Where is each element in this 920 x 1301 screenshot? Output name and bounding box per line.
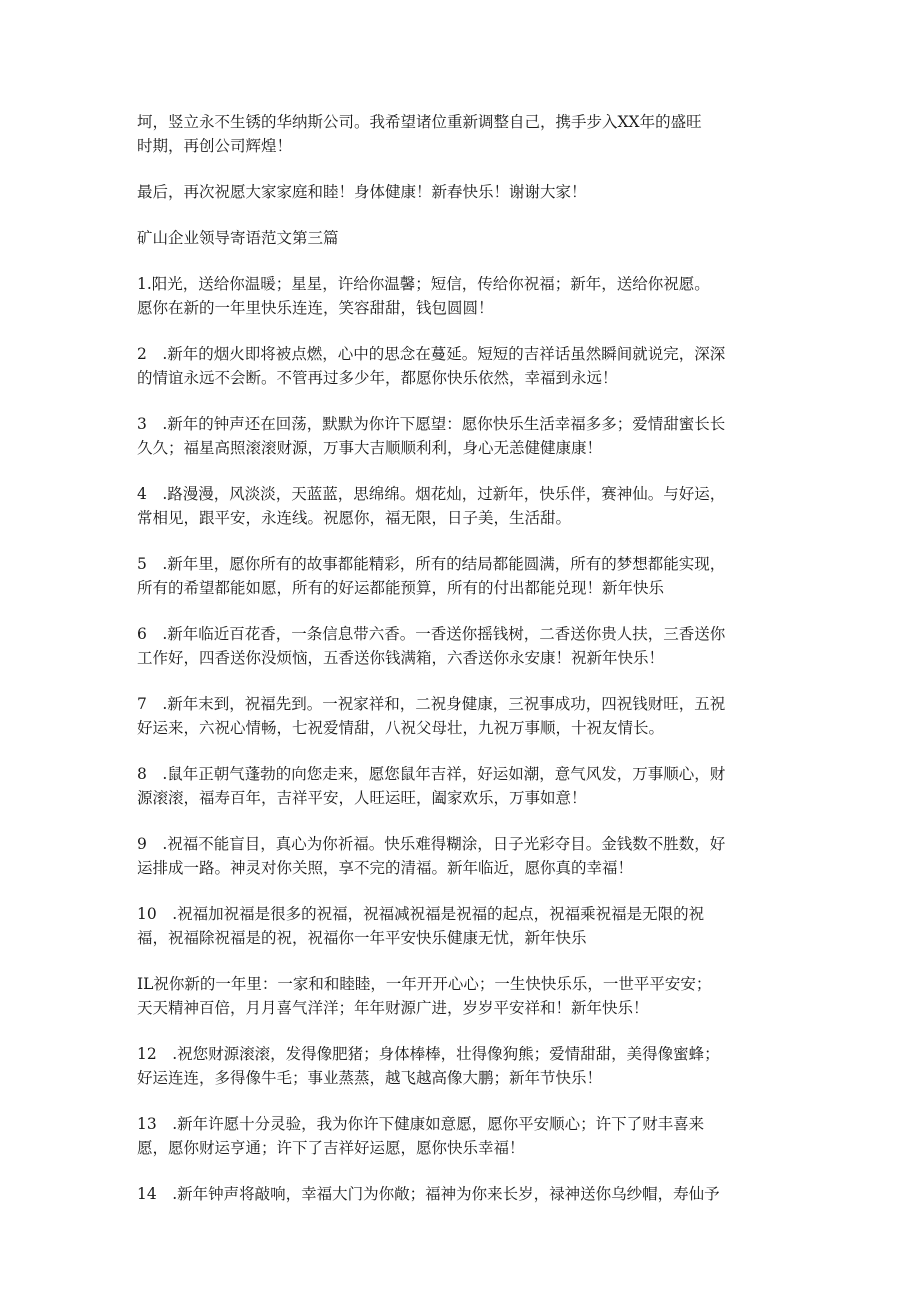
text-line: 源滚滚，福寿百年，吉祥平安，人旺运旺，阖家欢乐，万事如意！ xyxy=(137,789,587,807)
text-line: 4 .路漫漫，风淡淡，天蓝蓝，思绵绵。烟花灿，过新年，快乐伴，赛神仙。与好运， xyxy=(137,485,726,503)
text-line: IL祝你新的一年里：一家和和睦睦，一年开开心心；一生快快乐乐，一世平平安安； xyxy=(137,975,712,993)
heading-text: 矿山企业领导寄语范文第三篇 xyxy=(137,229,339,247)
list-item-11 xyxy=(137,972,787,1020)
text-line: 6 .新年临近百花香，一条信息带六香。一香送你摇钱树，二香送你贵人扶，三香送你 xyxy=(137,625,726,643)
list-item-12 xyxy=(137,1042,787,1090)
list-item-9 xyxy=(137,832,787,880)
text-line: 13 .新年许愿十分灵验，我为你许下健康如意愿，愿你平安顺心；许下了财丰喜来 xyxy=(137,1115,705,1133)
text-line: 时期，再创公司辉煌！ xyxy=(137,137,293,155)
text-line: 5 .新年里，愿你所有的故事都能精彩，所有的结局都能圆满，所有的梦想都能实现， xyxy=(137,555,726,573)
list-item-2 xyxy=(137,342,787,390)
list-item-7 xyxy=(137,692,787,740)
text-line: 的情谊永远不会断。不管再过多少年，都愿你快乐依然，幸福到永远！ xyxy=(137,369,618,387)
text-line: 好运连连，多得像牛毛；事业蒸蒸，越飞越高像大鹏；新年节快乐！ xyxy=(137,1069,603,1087)
text-line: 1.阳光，送给你温暖；星星，许给你温馨；短信，传给你祝福；新年，送给你祝愿。 xyxy=(137,275,710,293)
text-line: 所有的希望都能如愿，所有的好运都能预算，所有的付出都能兑现！新年快乐 xyxy=(137,579,665,597)
text-line: 常相见，跟平安，永连线。祝愿你，福无限，日子美，生活甜。 xyxy=(137,509,572,527)
text-line: 最后，再次祝愿大家家庭和睦！身体健康！新春快乐！谢谢大家！ xyxy=(137,183,587,201)
text-line: 坷，竖立永不生锈的华纳斯公司。我希望诸位重新调整自己，携手步入XX年的盛旺 xyxy=(137,113,702,131)
list-item-4 xyxy=(137,482,787,530)
text-line: 12 .祝您财源滚滚，发得像肥猪；身体棒棒，壮得像狗熊；爱情甜甜，美得像蜜蜂； xyxy=(137,1045,720,1063)
text-line: 愿你在新的一年里快乐连连，笑容甜甜，钱包圆圆！ xyxy=(137,299,494,317)
text-line: 愿，愿你财运亨通；许下了吉祥好运愿，愿你快乐幸福！ xyxy=(137,1139,525,1157)
list-item-5 xyxy=(137,552,787,600)
list-item-1 xyxy=(137,272,787,320)
text-line: 天天精神百倍，月月喜气洋洋；年年财源广进，岁岁平安祥和！新年快乐！ xyxy=(137,999,649,1017)
text-line: 8 .鼠年正朝气蓬勃的向您走来，愿您鼠年吉祥，好运如潮，意气风发，万事顺心，财 xyxy=(137,765,726,783)
text-line: 3 .新年的钟声还在回荡，默默为你许下愿望：愿你快乐生活幸福多多；爱情甜蜜长长 xyxy=(137,415,726,433)
list-item-6 xyxy=(137,622,787,670)
paragraph-0 xyxy=(137,110,787,158)
text-line: 福，祝福除祝福是的祝，祝福你一年平安快乐健康无忧，新年快乐 xyxy=(137,929,587,947)
text-line: 10 .祝福加祝福是很多的祝福，祝福减祝福是祝福的起点，祝福乘祝福是无限的祝 xyxy=(137,905,705,923)
text-line: 工作好，四香送你没烦恼，五香送你钱满箱，六香送你永安康！祝新年快乐！ xyxy=(137,649,665,667)
text-line: 9 .祝福不能盲目，真心为你祈福。快乐难得糊涂，日子光彩夺目。金钱数不胜数，好 xyxy=(137,835,726,853)
list-item-13 xyxy=(137,1112,787,1160)
section-heading xyxy=(137,226,787,250)
paragraph-1 xyxy=(137,180,787,204)
text-line: 好运来，六祝心情畅，七祝爱情甜，八祝父母壮，九祝万事顺，十祝友情长。 xyxy=(137,719,665,737)
list-item-3 xyxy=(137,412,787,460)
text-line: 运排成一路。神灵对你关照，享不完的清福。新年临近，愿你真的幸福！ xyxy=(137,859,634,877)
text-line: 久久；福星高照滚滚财源，万事大吉顺顺利利，身心无恙健健康康！ xyxy=(137,439,603,457)
text-line: 2 .新年的烟火即将被点燃，心中的思念在蔓延。短短的吉祥话虽然瞬间就说完，深深 xyxy=(137,345,726,363)
list-item-8 xyxy=(137,762,787,810)
list-item-10 xyxy=(137,902,787,950)
list-item-14 xyxy=(137,1182,787,1206)
text-line: 14 .新年钟声将敲响，幸福大门为你敞；福神为你来长岁，禄神送你乌纱帽，寿仙予 xyxy=(137,1185,720,1203)
text-line: 7 .新年末到，祝福先到。一祝家祥和，二祝身健康，三祝事成功，四祝钱财旺，五祝 xyxy=(137,695,726,713)
document-body xyxy=(137,110,787,1228)
